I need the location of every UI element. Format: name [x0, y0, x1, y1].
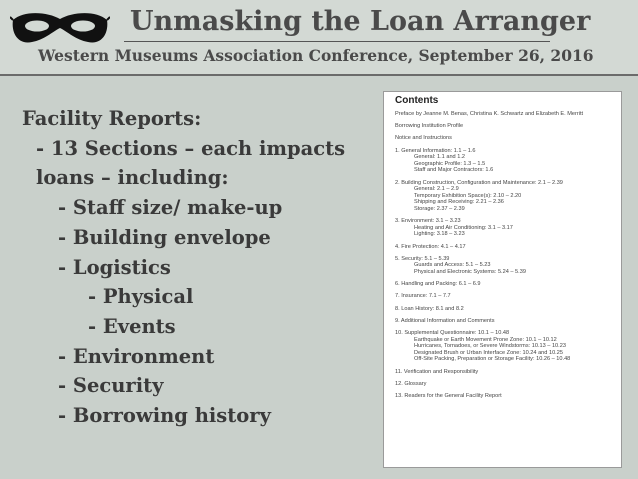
- contents-line: 12. Glossary: [395, 380, 427, 387]
- slide-subtitle: Western Museums Association Conference, September 26, 2016: [38, 46, 594, 65]
- contents-line: 6. Handling and Packing: 6.1 – 6.9: [395, 281, 481, 288]
- bullet-list: [22, 104, 345, 431]
- contents-line: 13. Readers for the General Facility Report: [395, 393, 502, 399]
- bullet-item: - 13 Sections – each impacts: [36, 136, 346, 160]
- bullet-item: - Building envelope: [58, 225, 271, 249]
- contents-line: 3. Environment: 3.1 – 3.23: [395, 218, 461, 225]
- slide-header: [0, 0, 638, 76]
- bullet-item: - Logistics: [58, 255, 171, 279]
- contents-line: 9. Additional Information and Comments: [395, 317, 495, 324]
- contents-line: 8. Loan History: 8.1 and 8.2: [395, 305, 464, 312]
- contents-line: Physical and Electronic Systems: 5.24 – 5.39: [414, 269, 526, 275]
- contents-line: Staff and Major Contractors: 1.6: [414, 167, 494, 174]
- contents-line: Hurricanes, Tornadoes, or Severe Windstorms: 10.13 – 10.23: [414, 343, 566, 350]
- contents-line: 7. Insurance: 7.1 – 7.7: [395, 293, 451, 300]
- contents-line: 10. Supplemental Questionnaire: 10.1 – 10.48: [395, 330, 510, 336]
- bullet-item: - Borrowing history: [58, 404, 271, 428]
- contents-line: Borrowing Institution Profile: [395, 123, 464, 130]
- contents-line: Shipping and Receiving: 2.21 – 2.36: [414, 199, 504, 206]
- contents-line: Off-Site Packing, Preparation or Storage Facility: 10.26 – 10.48: [414, 356, 571, 363]
- contents-line: Geographic Profile: 1.3 – 1.5: [414, 160, 486, 167]
- contents-line: Earthquake or Earth Movement Prone Zone: 10.1 – 10.12: [414, 336, 557, 343]
- contents-line: Guards and Access: 5.1 – 5.23: [414, 262, 491, 269]
- bullet-item: loans – including:: [36, 166, 229, 190]
- mask-icon: [10, 8, 110, 48]
- contents-line: Notice and Instructions: [395, 135, 452, 142]
- contents-line: 1. General Information: 1.1 – 1.6: [395, 147, 476, 154]
- contents-line: General: 2.1 – 2.9: [414, 186, 459, 193]
- bullet-item: - Environment: [58, 344, 215, 368]
- bullet-item: - Physical: [88, 285, 194, 309]
- contents-line: Lighting: 3.18 – 3.23: [414, 231, 465, 238]
- bullet-item: - Events: [88, 314, 176, 338]
- title-divider: [124, 41, 550, 42]
- contents-line: 4. Fire Protection: 4.1 – 4.17: [395, 243, 466, 250]
- contents-line: 2. Building Construction, Configuration and Maintenance: 2.1 – 2.39: [395, 179, 563, 186]
- contents-title: Contents: [395, 95, 439, 106]
- bullet-item: Facility Reports:: [22, 107, 202, 130]
- contents-line: Designated Brush or Urban Interface Zone: 10.24 and 10.25: [414, 349, 563, 356]
- contents-line: General: 1.1 and 1.2: [414, 154, 466, 161]
- contents-line: Temporary Exhibition Space(s): 2.10 – 2.20: [414, 192, 522, 199]
- contents-line: Preface by Jeanne M. Benas, Christina K. Schwartz and Elizabeth E. Merritt: [395, 111, 584, 117]
- contents-line: 11. Verification and Responsibility: [395, 368, 479, 375]
- contents-document-image: [383, 91, 622, 468]
- slide-title: Unmasking the Loan Arranger: [130, 6, 591, 37]
- contents-line: Storage: 2.37 – 2.39: [414, 206, 465, 212]
- bullet-item: - Security: [58, 374, 164, 398]
- contents-line: Heating and Air Conditioning: 3.1 – 3.17: [414, 224, 513, 231]
- contents-line: 5. Security: 5.1 – 5.39: [395, 255, 450, 262]
- bullet-item: - Staff size/ make-up: [58, 196, 283, 220]
